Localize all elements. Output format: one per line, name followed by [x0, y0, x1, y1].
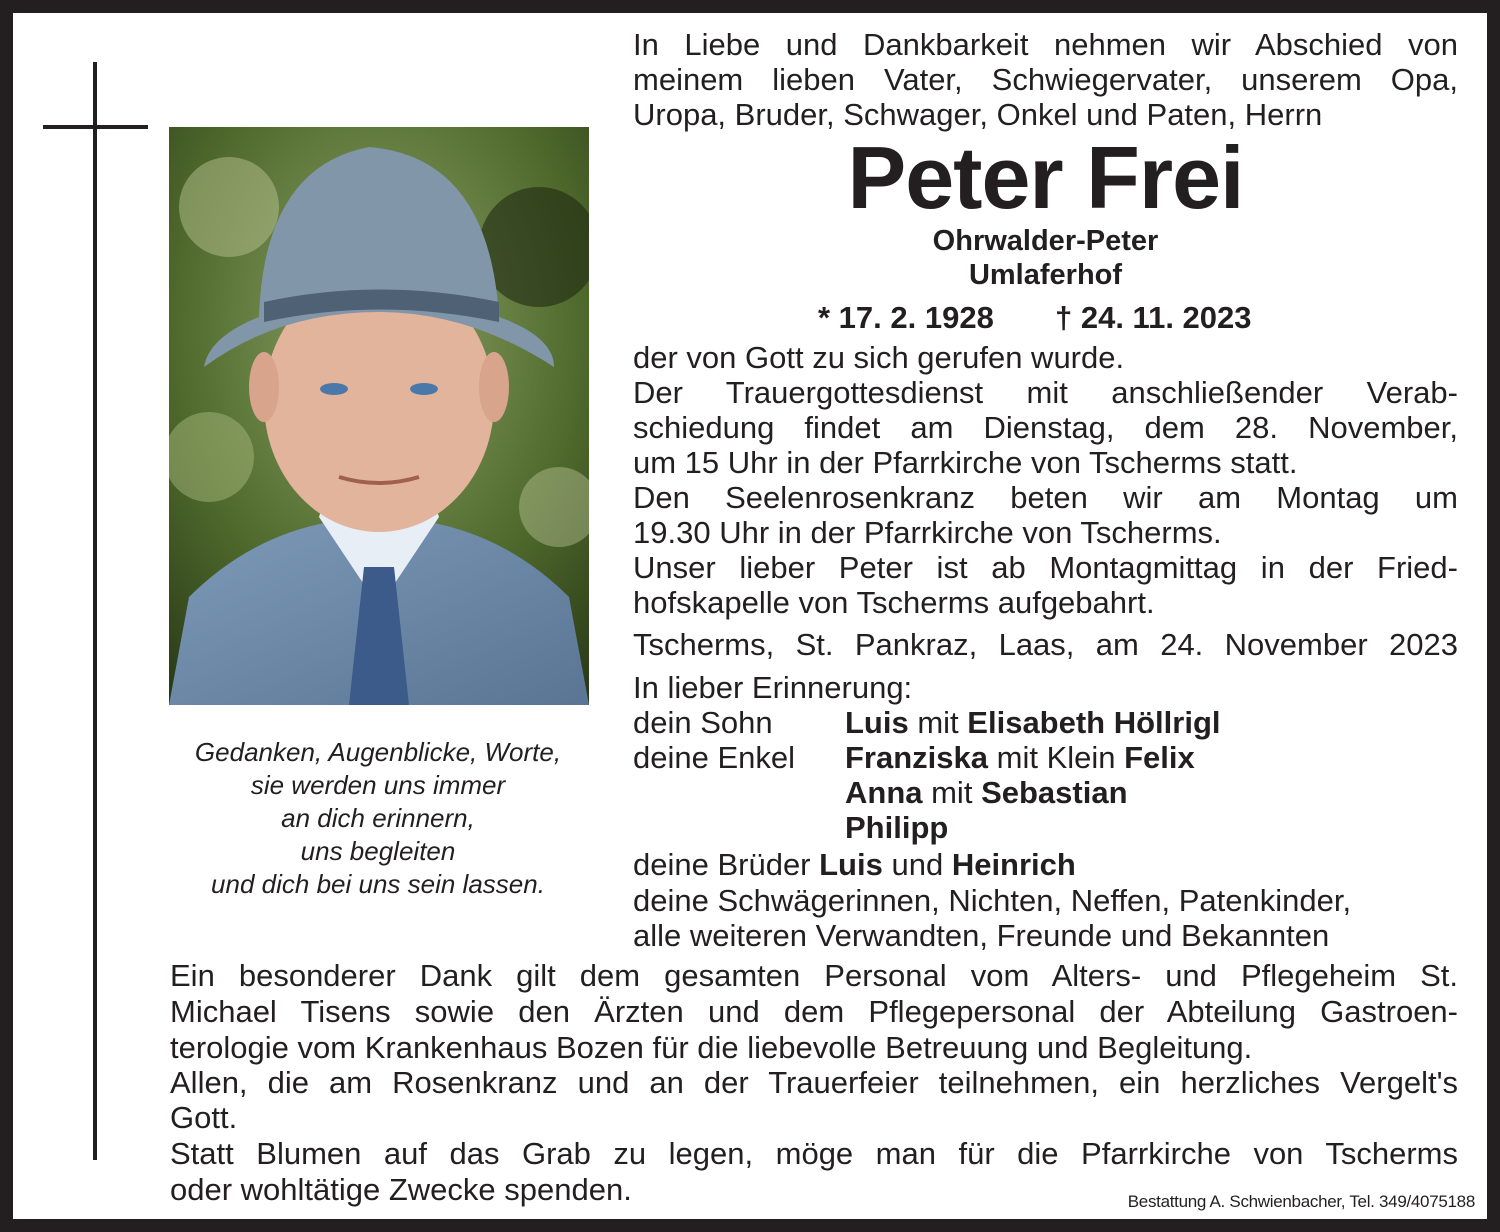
intro-line: Uropa, Bruder, Schwager, Onkel und Paten, Herrn [633, 97, 1323, 132]
intro-line: meinem lieben Vater, Schwiegervater, unserem Opa, [633, 62, 1458, 97]
family-name: Sebastian [981, 775, 1128, 810]
body-line: schiedung findet am Dienstag, dem 28. November, [633, 410, 1458, 445]
portrait-photo [169, 127, 589, 705]
birth-date: * 17. 2. 1928 [818, 300, 994, 335]
poem-line: uns begleiten [300, 836, 456, 866]
family-name: Heinrich [951, 847, 1076, 882]
cross-icon [93, 62, 97, 1160]
family-name: Luis [819, 847, 883, 882]
memorial-poem [150, 736, 606, 901]
body-line: um 15 Uhr in der Pfarrkirche von Tscherms statt. [633, 445, 1298, 480]
family-grandchild [633, 740, 1195, 775]
family-label: dein Sohn [633, 705, 773, 740]
family-grandchild [633, 775, 1128, 810]
family-grandchild [633, 810, 948, 845]
thanks-line: terologie vom Krankenhaus Bozen für die liebevolle Betreuung und Begleitung. [170, 1030, 1253, 1065]
body-line: der von Gott zu sich gerufen wurde. [633, 340, 1125, 375]
family-relatives: alle weiteren Verwandten, Freunde und Bekannten [633, 918, 1330, 953]
body-line: Den Seelenrosenkranz beten wir am Montag um [633, 480, 1458, 515]
poem-line: Gedanken, Augenblicke, Worte, [194, 737, 562, 767]
cross-icon-bar [43, 125, 148, 129]
remembrance-heading: In lieber Erinnerung: [633, 670, 913, 705]
connector: mit Klein [988, 740, 1125, 775]
nickname: Ohrwalder-Peter [932, 225, 1159, 257]
thanks-line: Gott. [170, 1100, 238, 1135]
body-line: hofskapelle von Tscherms aufgebahrt. [633, 585, 1155, 620]
deceased-name: Peter Frei [847, 128, 1244, 227]
body-line: 19.30 Uhr in der Pfarrkirche von Tscherms. [633, 515, 1222, 550]
family-inlaws: deine Schwägerinnen, Nichten, Neffen, Patenkinder, [633, 883, 1352, 918]
poem-line: sie werden uns immer [250, 770, 506, 800]
thanks-line: oder wohltätige Zwecke spenden. [170, 1172, 632, 1207]
family-name: Luis [845, 705, 909, 740]
thanks-line: Statt Blumen auf das Grab zu legen, möge man für die Pfarrkirche von Tscherms [170, 1136, 1458, 1171]
family-name: Elisabeth Höllrigl [967, 705, 1221, 740]
thanks-line: Ein besonderer Dank gilt dem gesamten Personal vom Alters- und Pflegeheim St. [170, 958, 1458, 993]
body-line: Der Trauergottesdienst mit anschließender Verab- [633, 375, 1458, 410]
poem-line: an dich erinnern, [281, 803, 475, 833]
family-name: Philipp [845, 810, 949, 845]
death-date: † 24. 11. 2023 [1055, 300, 1252, 335]
family-name: Anna [845, 775, 923, 810]
funeral-home-contact: Bestattung A. Schwienbacher, Tel. 349/4075188 [1127, 1192, 1475, 1211]
poem-line: und dich bei uns sein lassen. [211, 869, 545, 899]
thanks-line: Michael Tisens sowie den Ärzten und dem Pflegepersonal der Abteilung Gastroen- [170, 994, 1458, 1029]
family-name: Franziska [845, 740, 989, 775]
body-line: Unser lieber Peter ist ab Montagmittag in der Fried- [633, 550, 1458, 585]
family-label: deine Brüder [633, 847, 820, 882]
thanks-line: Allen, die am Rosenkranz und an der Trauerfeier teilnehmen, ein herzliches Vergelt's [170, 1065, 1458, 1100]
place-date: Tscherms, St. Pankraz, Laas, am 24. November 2023 [633, 627, 1458, 662]
connector: mit [908, 705, 968, 740]
intro-line: In Liebe und Dankbarkeit nehmen wir Abschied von [633, 27, 1458, 62]
family-label: deine Enkel [633, 740, 796, 775]
family-name: Felix [1124, 740, 1195, 775]
family-son [633, 705, 1221, 740]
connector: und [882, 847, 952, 882]
farm-name: Umlaferhof [968, 259, 1123, 291]
family-brothers [633, 847, 1076, 882]
connector: mit [922, 775, 982, 810]
